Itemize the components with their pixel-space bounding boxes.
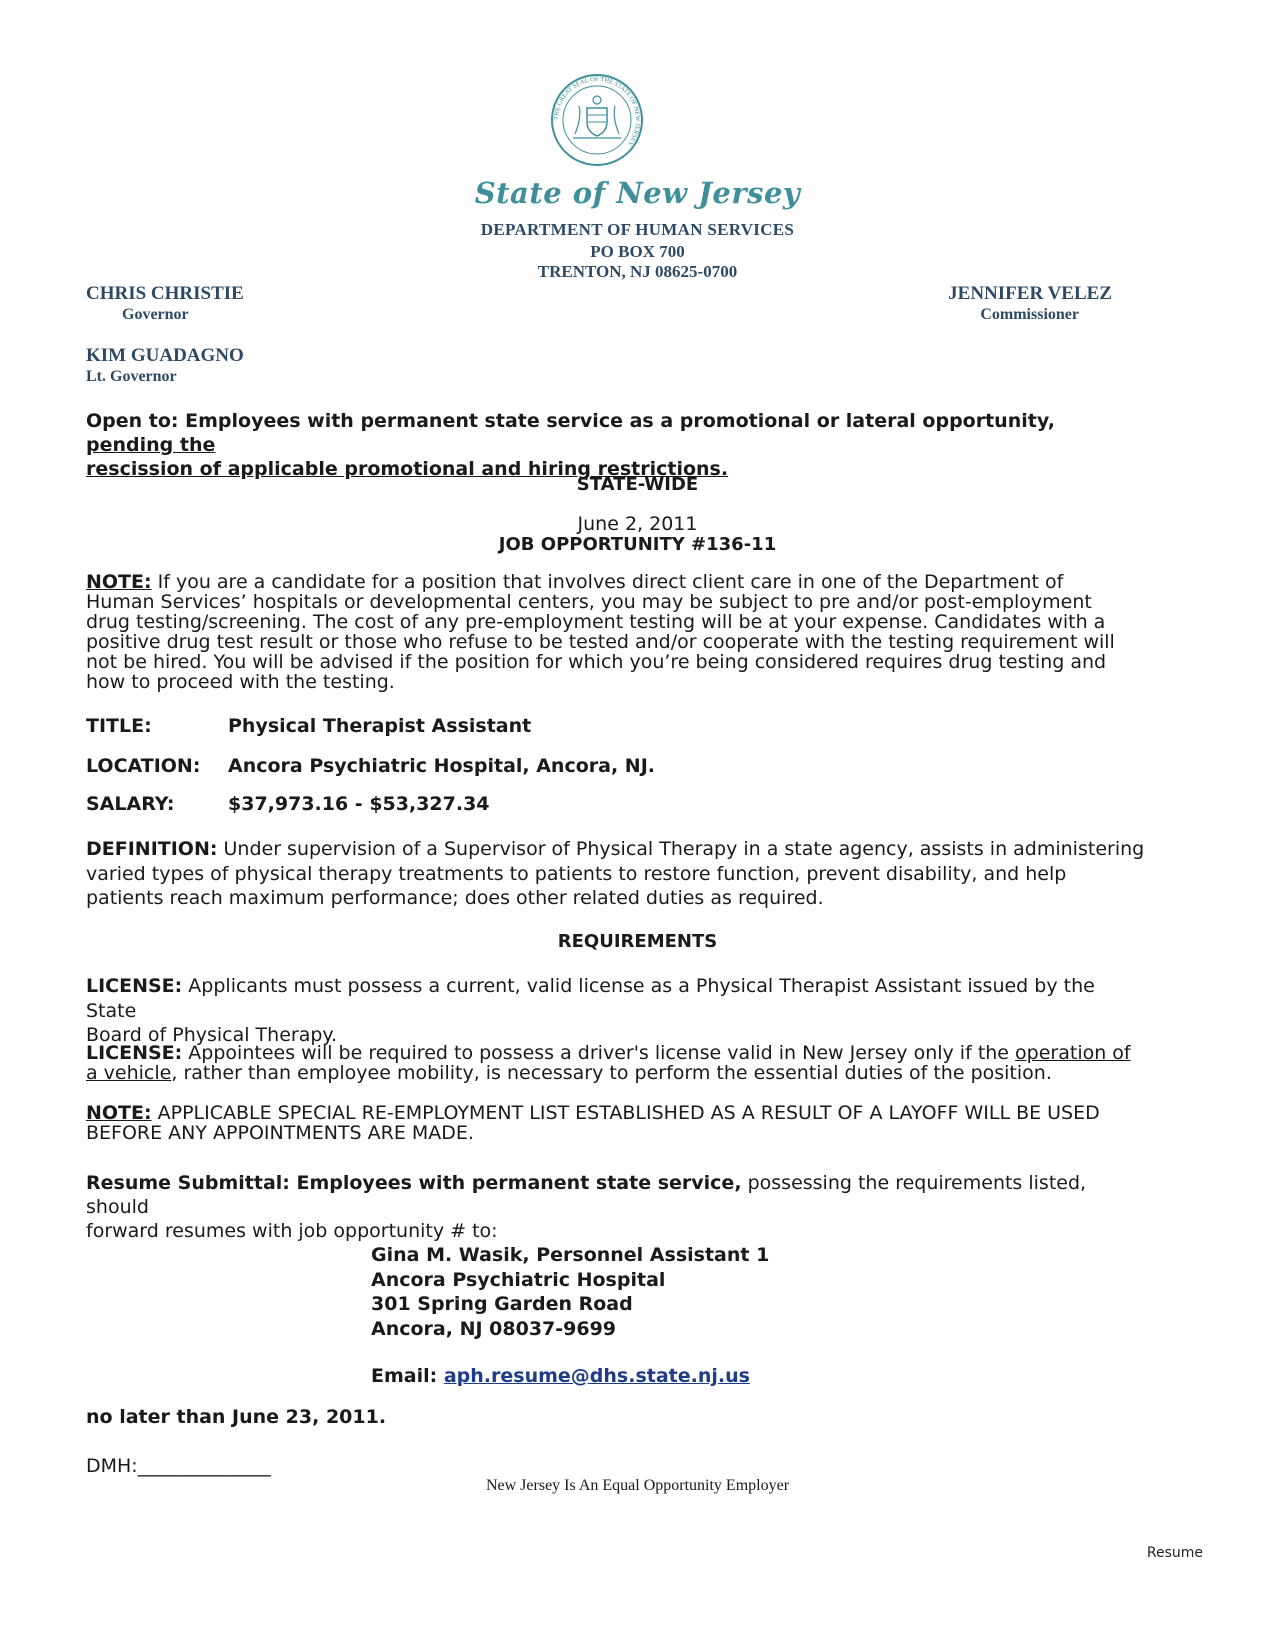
po-box: PO BOX 700: [590, 242, 685, 261]
department-name: DEPARTMENT OF HUMAN SERVICES: [480, 220, 795, 239]
location-label: LOCATION:: [86, 755, 201, 777]
resume-line: possessing the requirements listed, should: [86, 1172, 1087, 1218]
note2-line: APPLICABLE SPECIAL RE-EMPLOYMENT LIST ESTABLISHED AS A RESULT OF A LAYOFF WILL BE USED: [151, 1102, 1100, 1124]
license-paragraph-1: [86, 974, 1146, 1048]
license-line: , rather than employee mobility, is necessary to perform the essential duties of the position.: [171, 1062, 1052, 1084]
salary-label: SALARY:: [86, 793, 175, 815]
dmh-line: [86, 1455, 271, 1477]
seal-text: THE GREAT SEAL OF THE STATE OF NEW JERSEY: [552, 75, 642, 148]
state-name: State of New Jersey: [474, 176, 801, 210]
license-label: LICENSE:: [86, 975, 183, 997]
note-line: Human Services’ hospitals or developmental centers, you may be subject to pre and/or post-employment: [86, 591, 1092, 613]
email-label: Email:: [371, 1365, 444, 1387]
lt-governor-name: KIM GUADAGNO: [86, 345, 244, 366]
note-line: If you are a candidate for a position that involves direct client care in one of the Department of: [151, 571, 1064, 593]
note-paragraph: [86, 572, 1146, 692]
open-to-text: Employees with permanent state service as a promotional or lateral opportunity,: [178, 410, 1055, 432]
resume-bold: Resume Submittal: Employees with permanent state service,: [86, 1172, 742, 1194]
requirements-heading: REQUIREMENTS: [557, 931, 718, 952]
layoff-note-paragraph: [86, 1103, 1146, 1143]
dmh-blank: ______________: [137, 1455, 271, 1477]
license-line: Appointees will be required to possess a driver's license valid in New Jersey only if the: [182, 1042, 1016, 1064]
note-line: not be hired. You will be advised if the position for which you’re being considered requires drug testing and: [86, 651, 1107, 673]
license-underlined: a vehicle: [86, 1062, 172, 1084]
resume-line: forward resumes with job opportunity # to:: [86, 1220, 498, 1242]
note2-line: BEFORE ANY APPOINTMENTS ARE MADE.: [86, 1122, 474, 1144]
scope-heading: STATE-WIDE: [576, 474, 699, 495]
governor-title: Governor: [122, 306, 189, 323]
definition-label: DEFINITION:: [86, 838, 218, 860]
posting-date: June 2, 2011: [577, 513, 698, 535]
commissioner-name: JENNIFER VELEZ: [948, 283, 1112, 304]
email-line: [371, 1365, 750, 1387]
governor-name: CHRIS CHRISTIE: [86, 283, 244, 304]
address-line: 301 Spring Garden Road: [371, 1293, 633, 1315]
salary-value: $37,973.16 - $53,327.34: [228, 793, 490, 815]
deadline: no later than June 23, 2011.: [86, 1406, 387, 1428]
location-value: Ancora Psychiatric Hospital, Ancora, NJ.: [228, 755, 655, 777]
license-line: Board of Physical Therapy.: [86, 1024, 337, 1046]
dmh-label: DMH:: [86, 1455, 138, 1477]
state-seal-icon: [549, 72, 645, 168]
license-underlined: operation of: [1015, 1042, 1131, 1064]
lt-governor-title: Lt. Governor: [86, 368, 177, 385]
footer-eoe: New Jersey Is An Equal Opportunity Employer: [485, 1477, 790, 1494]
open-to-paragraph: [86, 409, 1126, 481]
commissioner-title: Commissioner: [980, 306, 1079, 323]
title-label: TITLE:: [86, 715, 152, 737]
address-line: Ancora, NJ 08037-9699: [371, 1317, 617, 1340]
title-value: Physical Therapist Assistant: [228, 715, 532, 737]
job-number: JOB OPPORTUNITY #136-11: [498, 534, 777, 555]
license-line: Applicants must possess a current, valid license as a Physical Therapist Assistant issued by the State: [86, 975, 1095, 1022]
resume-submittal-paragraph: [86, 1171, 1146, 1243]
license-label: LICENSE:: [86, 1042, 183, 1064]
email-link[interactable]: aph.resume@dhs.state.nj.us: [443, 1365, 750, 1387]
contact-address: [371, 1243, 769, 1341]
definition-line: varied types of physical therapy treatments to patients to restore function, prevent disability, and help: [86, 862, 1067, 885]
corner-label: Resume: [1146, 1545, 1203, 1561]
definition-line: patients reach maximum performance; does other related duties as required.: [86, 887, 824, 909]
license-paragraph-2: [86, 1043, 1146, 1083]
address-line: Gina M. Wasik, Personnel Assistant 1: [371, 1244, 770, 1266]
note-label: NOTE:: [86, 571, 152, 593]
definition-line: Under supervision of a Supervisor of Physical Therapy in a state agency, assists in administering: [217, 838, 1145, 860]
open-to-label: Open to:: [86, 410, 179, 432]
note-line: positive drug test result or those who refuse to be tested and/or cooperate with the testing requirement will: [86, 631, 1115, 653]
note2-label: NOTE:: [86, 1102, 152, 1124]
open-to-underlined-1: pending the: [86, 434, 216, 456]
city-address: TRENTON, NJ 08625-0700: [537, 262, 738, 281]
note-line: drug testing/screening. The cost of any pre-employment testing will be at your expense. Candidates with a: [86, 611, 1106, 633]
address-line: Ancora Psychiatric Hospital: [371, 1268, 666, 1291]
note-line: how to proceed with the testing.: [86, 671, 395, 693]
definition-paragraph: [86, 837, 1146, 911]
open-to-underlined-2: rescission of applicable promotional and hiring restrictions.: [86, 458, 729, 480]
